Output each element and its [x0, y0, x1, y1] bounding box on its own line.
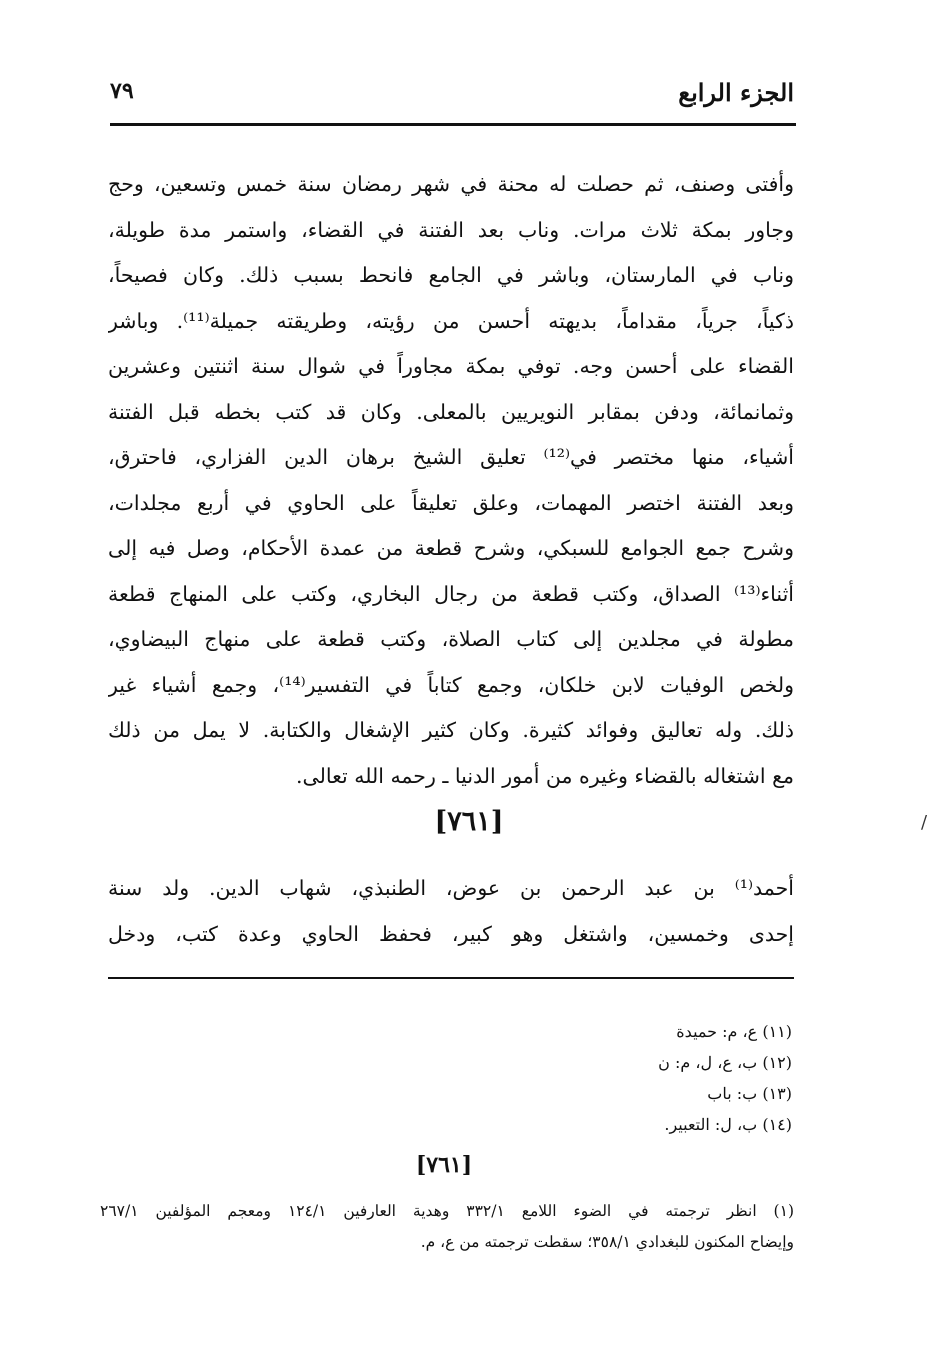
entry-text	[108, 866, 794, 957]
text-line: القضاء على أحسن وجه. توفي بمكة مجاوراً في شوال سنة اثنتين وعشرين	[108, 354, 794, 378]
entry-footnote	[100, 1196, 794, 1258]
text-line: وبعد الفتنة اختصر المهمات، وعلق تعليقاً على الحاوي في أربع مجلدات،	[108, 490, 794, 515]
text-line: وثمانمائة، ودفن بمقابر النويريين بالمعلى. وكان قد كتب بخطه قبل الفتنة	[108, 399, 794, 424]
footnote-item: (١٤) ب، ل: التعبير.	[664, 1115, 792, 1134]
entry-number-heading: [٧٦١]	[434, 806, 504, 837]
text-line: وناب في المارستان، وباشر في الجامع فانحط بسبب ذلك. وكان فصيحاً،	[108, 263, 794, 287]
text-line: أشياء، منها مختصر في⁽¹²⁾ تعليق الشيخ برهان الدين الفزاري، فاحترق،	[108, 445, 794, 469]
text-line: ذلك. وله تعاليق وفوائد كثيرة. وكان كثير الإشغال والكتابة. لا يمل من ذلك	[108, 718, 794, 742]
footnote-item: (١٣) ب: باب	[707, 1084, 792, 1103]
text-line: مطولة في مجلدين إلى كتاب الصلاة، وكتب قطعة على منهاج البيضاوي،	[108, 627, 794, 651]
text-line: وشرح جمع الجوامع للسبكي، وشرح قطعة من عمدة الأحكام، وصل فيه إلى	[108, 536, 794, 560]
page-header	[110, 78, 794, 118]
margin-mark: /	[921, 812, 928, 833]
page-number: ٧٩	[110, 78, 134, 104]
text-line: وأفتى وصنف، ثم حصلت له محنة في شهر رمضان سنة خمس وتسعين، وحج	[108, 172, 794, 196]
running-title: الجزء الرابع	[678, 78, 794, 107]
footnote-item: (١١) ع، م: حميدة	[676, 1022, 792, 1041]
text-line: أحمد⁽¹⁾ بن عبد الرحمن بن عوض، الطنبذي، شهاب الدين. ولد سنة	[108, 876, 794, 900]
footnote-line: وإيضاح المكنون للبغدادي ٣٥٨/١؛ سقطت ترجمته من ع، م.	[420, 1233, 794, 1251]
main-text	[108, 162, 794, 799]
footnote-item: (١٢) ب، ع، ل، م: ن	[658, 1053, 792, 1072]
header-rule	[110, 123, 796, 126]
text-line: ولخص الوفيات لابن خلكان، وجمع كتاباً في التفسير⁽¹⁴⁾، وجمع أشياء غير	[108, 672, 794, 697]
footnote-entry-number: [٧٦١]	[415, 1152, 473, 1178]
text-line: إحدى وخمسين، واشتغل وهو كبير، فحفظ الحاوي وعدة كتب، ودخل	[108, 921, 794, 946]
text-line: وجاور بمكة ثلاث مرات. وناب بعد الفتنة في القضاء، واستمر مدة طويلة،	[108, 217, 794, 242]
text-line: أثناء⁽¹³⁾ الصداق، وكتب قطعة من رجال البخاري، وكتب على المنهاج قطعة	[108, 581, 794, 606]
footnotes	[658, 1016, 792, 1140]
footnote-line: (١) انظر ترجمته في الضوء اللامع ٣٣٢/١ وهدية العارفين ١٢٤/١ ومعجم المؤلفين ٢٦٧/١	[100, 1202, 794, 1220]
text-line: ذكياً، جرياً، مقداماً، بديهته أحسن من رؤيته، وطريقته جميلة⁽¹¹⁾. وباشر	[108, 308, 794, 333]
footnote-rule	[108, 977, 794, 979]
text-line: مع اشتغاله بالقضاء وغيره من أمور الدنيا ـ رحمه الله تعالى.	[296, 763, 794, 788]
